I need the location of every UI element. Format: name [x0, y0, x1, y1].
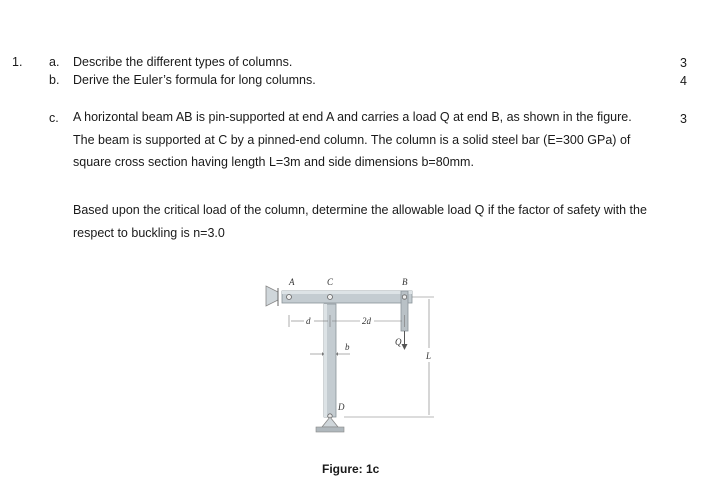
pin-a	[287, 295, 292, 300]
part-b-text: Derive the Euler’s formula for long columns.	[73, 73, 316, 87]
question-number: 1.	[12, 55, 23, 69]
part-a-marker: a.	[49, 55, 60, 69]
label-2d: 2d	[362, 316, 371, 326]
base-plate	[316, 427, 344, 432]
part-c-marker: c.	[49, 111, 59, 125]
part-b-marks: 4	[680, 74, 687, 88]
wall-support	[266, 286, 278, 306]
part-c-text: A horizontal beam AB is pin-supported at end A and carries a load Q at end B, as shown in the figure. The beam is supported at C by a pinned-end column. The column is a solid steel bar (E=300 GPa) of square cross section having length L=3m and side dimensions b=80mm.	[73, 110, 632, 169]
label-b-dim: b	[345, 342, 350, 352]
label-d-point: D	[338, 402, 345, 412]
label-d: d	[306, 316, 311, 326]
part-a-marks: 3	[680, 56, 687, 70]
beam-highlight	[282, 291, 412, 294]
part-a-text: Describe the different types of columns.	[73, 55, 293, 69]
figure-caption: Figure: 1c	[322, 462, 380, 476]
beam-column-figure	[262, 270, 452, 455]
pin-b	[402, 295, 406, 299]
label-b: B	[402, 277, 408, 287]
base-support	[322, 417, 338, 427]
part-b-marker: b.	[49, 73, 60, 87]
part-c-question: Based upon the critical load of the column, determine the allowable load Q if the factor of safety with the respect to buckling is n=3.0	[73, 203, 647, 240]
label-c: C	[327, 277, 334, 287]
pin-c	[328, 295, 333, 300]
load-q-arrowhead	[402, 344, 408, 350]
label-l: L	[426, 351, 432, 361]
label-q: Q	[395, 337, 402, 347]
part-c-marks: 3	[680, 112, 687, 126]
label-a: A	[289, 277, 295, 287]
